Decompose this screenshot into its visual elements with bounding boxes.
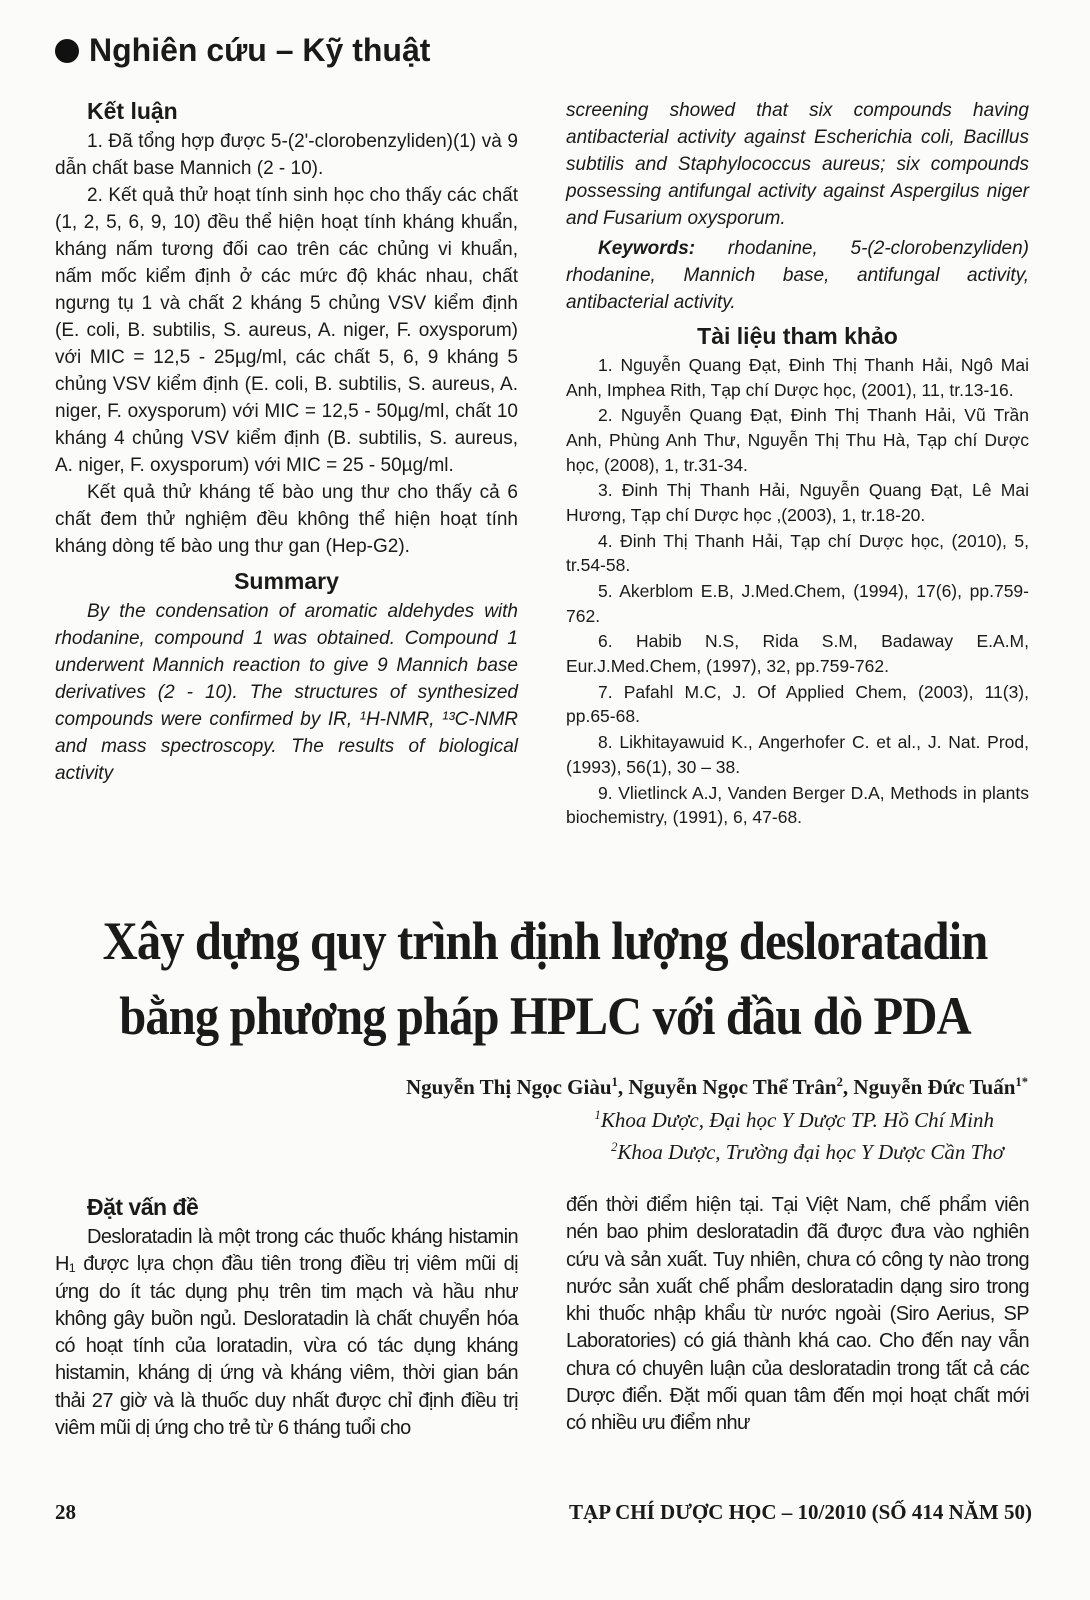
reference-item: 1. Nguyễn Quang Đạt, Đinh Thị Thanh Hải, Ngô Mai Anh, Imphea Rith, Tạp chí Dược học, (2001), 11, tr.13-16. [566,355,1029,400]
conclusion-para: 1. Đã tổng hợp được 5-(2'-clorobenzyliden)(1) và 9 dẫn chất base Mannich (2 - 10). [55,131,518,179]
article-title-line-1: Xây dựng quy trình định lượng desloratadin [102,911,988,971]
conclusion-para: 2. Kết quả thử hoạt tính sinh học cho thấy các chất (1, 2, 5, 6, 9, 10) đều thể hiện hoạt tính kháng khuẩn, kháng nấm tương đối cao trên các chủng vi khuẩn, nấm mốc kiểm định ở các mức độ khác nhau, chất ngưng tụ 1 và chất 2 kháng 5 chủng VSV kiểm định (E. coli, B. subtilis, S. aureus, A. niger, F. oxysporum) với MIC = 12,5 - 25µg/ml, các chất 5, 6, 9 kháng 5 chủng VSV kiểm định (E. coli, B. subtilis, S. aureus, A. niger, F. oxysporum) với MIC = 12,5 - 50µg/ml, chất 10 kháng 4 chủng VSV kiểm định (B. subtilis, S. aureus, A. niger, F. oxysporum) với MIC = 25 - 50µg/ml. [55,185,518,476]
page-number: 28 [55,1500,76,1524]
intro-text: Desloratadin là một trong các thuốc kháng histamin H₁ được lựa chọn đầu tiên trong điều trị viêm mũi dị ứng do ít tác dụng phụ trên tim mạch và hầu như không gây buồn ngủ. Desloratadin là chất chuyển hóa có hoạt tính của loratadin, vừa có tác dụng kháng histamin, kháng dị ứng và kháng viêm, thời gian bán thải 27 giờ và là thuốc duy nhất được chỉ định điều trị viêm mũi dị ứng cho trẻ từ 6 tháng tuổi cho [55,1226,518,1440]
author-name: Nguyễn Đức Tuấn [853,1075,1016,1099]
summary-text: By the condensation of aromatic aldehydes with rhodanine, compound 1 was obtained. Compound 1 underwent Mannich reaction to give 9 Mannich base derivatives (2 - 10). The structures of synthesized compounds were confirmed by IR, ¹H-NMR, ¹³C-NMR and mass spectroscopy. The results of biological activity [55,601,518,784]
reference-item: 2. Nguyễn Quang Đạt, Đinh Thị Thanh Hải, Vũ Trần Anh, Phùng Anh Thư, Nguyễn Thị Thu Hà, Tạp chí Dược học, (2008), 1, tr.31-34. [566,405,1029,475]
intro-text-continued: đến thời điểm hiện tại. Tại Việt Nam, chế phẩm viên nén bao phim desloratadin đã được đưa vào nghiên cứu và sản xuất. Tuy nhiên, chưa có công ty nào trong nước sản xuất chế phẩm desloratadin dạng siro trong khi thuốc nhập khẩu từ nước ngoài (Siro Aerius, SP Laboratories) có giá thành khá cao. Cho đến nay vẫn chưa có chuyên luận của desloratadin trong tất cả các Dược điển. Đặt mối quan tâm đến mọi hoạt chất mới có nhiều ưu điểm như [566,1194,1029,1435]
reference-item: 4. Đinh Thị Thanh Hải, Tạp chí Dược học, (2010), 5, tr.54-58. [566,530,1029,576]
reference-item: 3. Đinh Thị Thanh Hải, Nguyễn Quang Đạt, Lê Mai Hương, Tạp chí Dược học ,(2003), 1, tr.18-20. [566,480,1029,525]
reference-item: 7. Pafahl M.C, J. Of Applied Chem, (2003), 11(3), pp.65-68. [566,681,1029,727]
keywords-label: Keywords: [598,238,696,259]
author-name: Nguyễn Thị Ngọc Giàu [405,1075,612,1099]
author-sup: 1 [611,1075,618,1089]
conclusion-heading: Kết luận [87,98,178,124]
left-column [55,94,518,787]
author-sup: 2 [836,1075,843,1089]
bullet-icon [55,39,79,63]
summary-continued: screening showed that six compounds having antibacterial activity against Escherichia coli, Bacillus subtilis and Staphylococcus aureus; six compounds possessing antifungal activity against Aspergilus niger and Fusarium oxysporum. [566,100,1029,229]
affiliation-text: Khoa Dược, Đại học Y Dược TP. Hồ Chí Minh [600,1108,994,1132]
affiliation-sup: 2 [611,1140,618,1154]
author-name: Nguyễn Ngọc Thể Trân [628,1075,837,1099]
summary-heading: Summary [234,568,339,594]
journal-footer: TẠP CHÍ DƯỢC HỌC – 10/2010 (SỐ 414 NĂM 50) [569,1500,1032,1524]
intro-right-column [566,1192,1029,1438]
section-header [55,32,430,69]
article-title-line-2: bằng phương pháp HPLC với đầu dò PDA [119,986,971,1046]
conclusion-para: Kết quả thử kháng tế bào ung thư cho thấy cả 6 chất đem thử nghiệm đều không thể hiện hoạt tính kháng dòng tế bào ung thư gan (Hep-G2). [55,482,518,557]
reference-item: 9. Vlietlinck A.J, Vanden Berger D.A, Methods in plants biochemistry, (1991), 6, 47-68. [566,782,1029,828]
section-title: Nghiên cứu – Kỹ thuật [89,32,431,68]
intro-left-column [55,1190,518,1442]
affiliation [595,1108,994,1133]
author-sup: 1* [1015,1075,1028,1089]
reference-item: 6. Habib N.S, Rida S.M, Badaway E.A.M, Eur.J.Med.Chem, (1997), 32, pp.759-762. [566,631,1029,677]
reference-item: 5. Akerblom E.B, J.Med.Chem, (1994), 17(6), pp.759-762. [566,581,1029,626]
affiliation [611,1140,1004,1165]
intro-heading: Đặt vấn đề [87,1194,199,1220]
affiliation-sup: 1 [594,1108,601,1122]
references-heading: Tài liệu tham khảo [697,323,898,349]
affiliation-text: Khoa Dược, Trường đại học Y Dược Cần Thơ [617,1140,1004,1164]
reference-item: 8. Likhitayawuid K., Angerhofer C. et al., J. Nat. Prod, (1993), 56(1), 30 – 38. [566,732,1029,777]
reference-list [566,353,1029,830]
author-list: Nguyễn Thị Ngọc Giàu$^1$, Nguyễn Ngọc Thể Trân$^2$, Nguyễn Đức Tuấn$^{1*}$ [405,1075,1028,1099]
keywords-text: rhodanine, 5-(2-clorobenzyliden) rhodanine, Mannich base, antifungal activity, antibacterial activity. [566,238,1029,313]
right-column [566,97,1029,830]
